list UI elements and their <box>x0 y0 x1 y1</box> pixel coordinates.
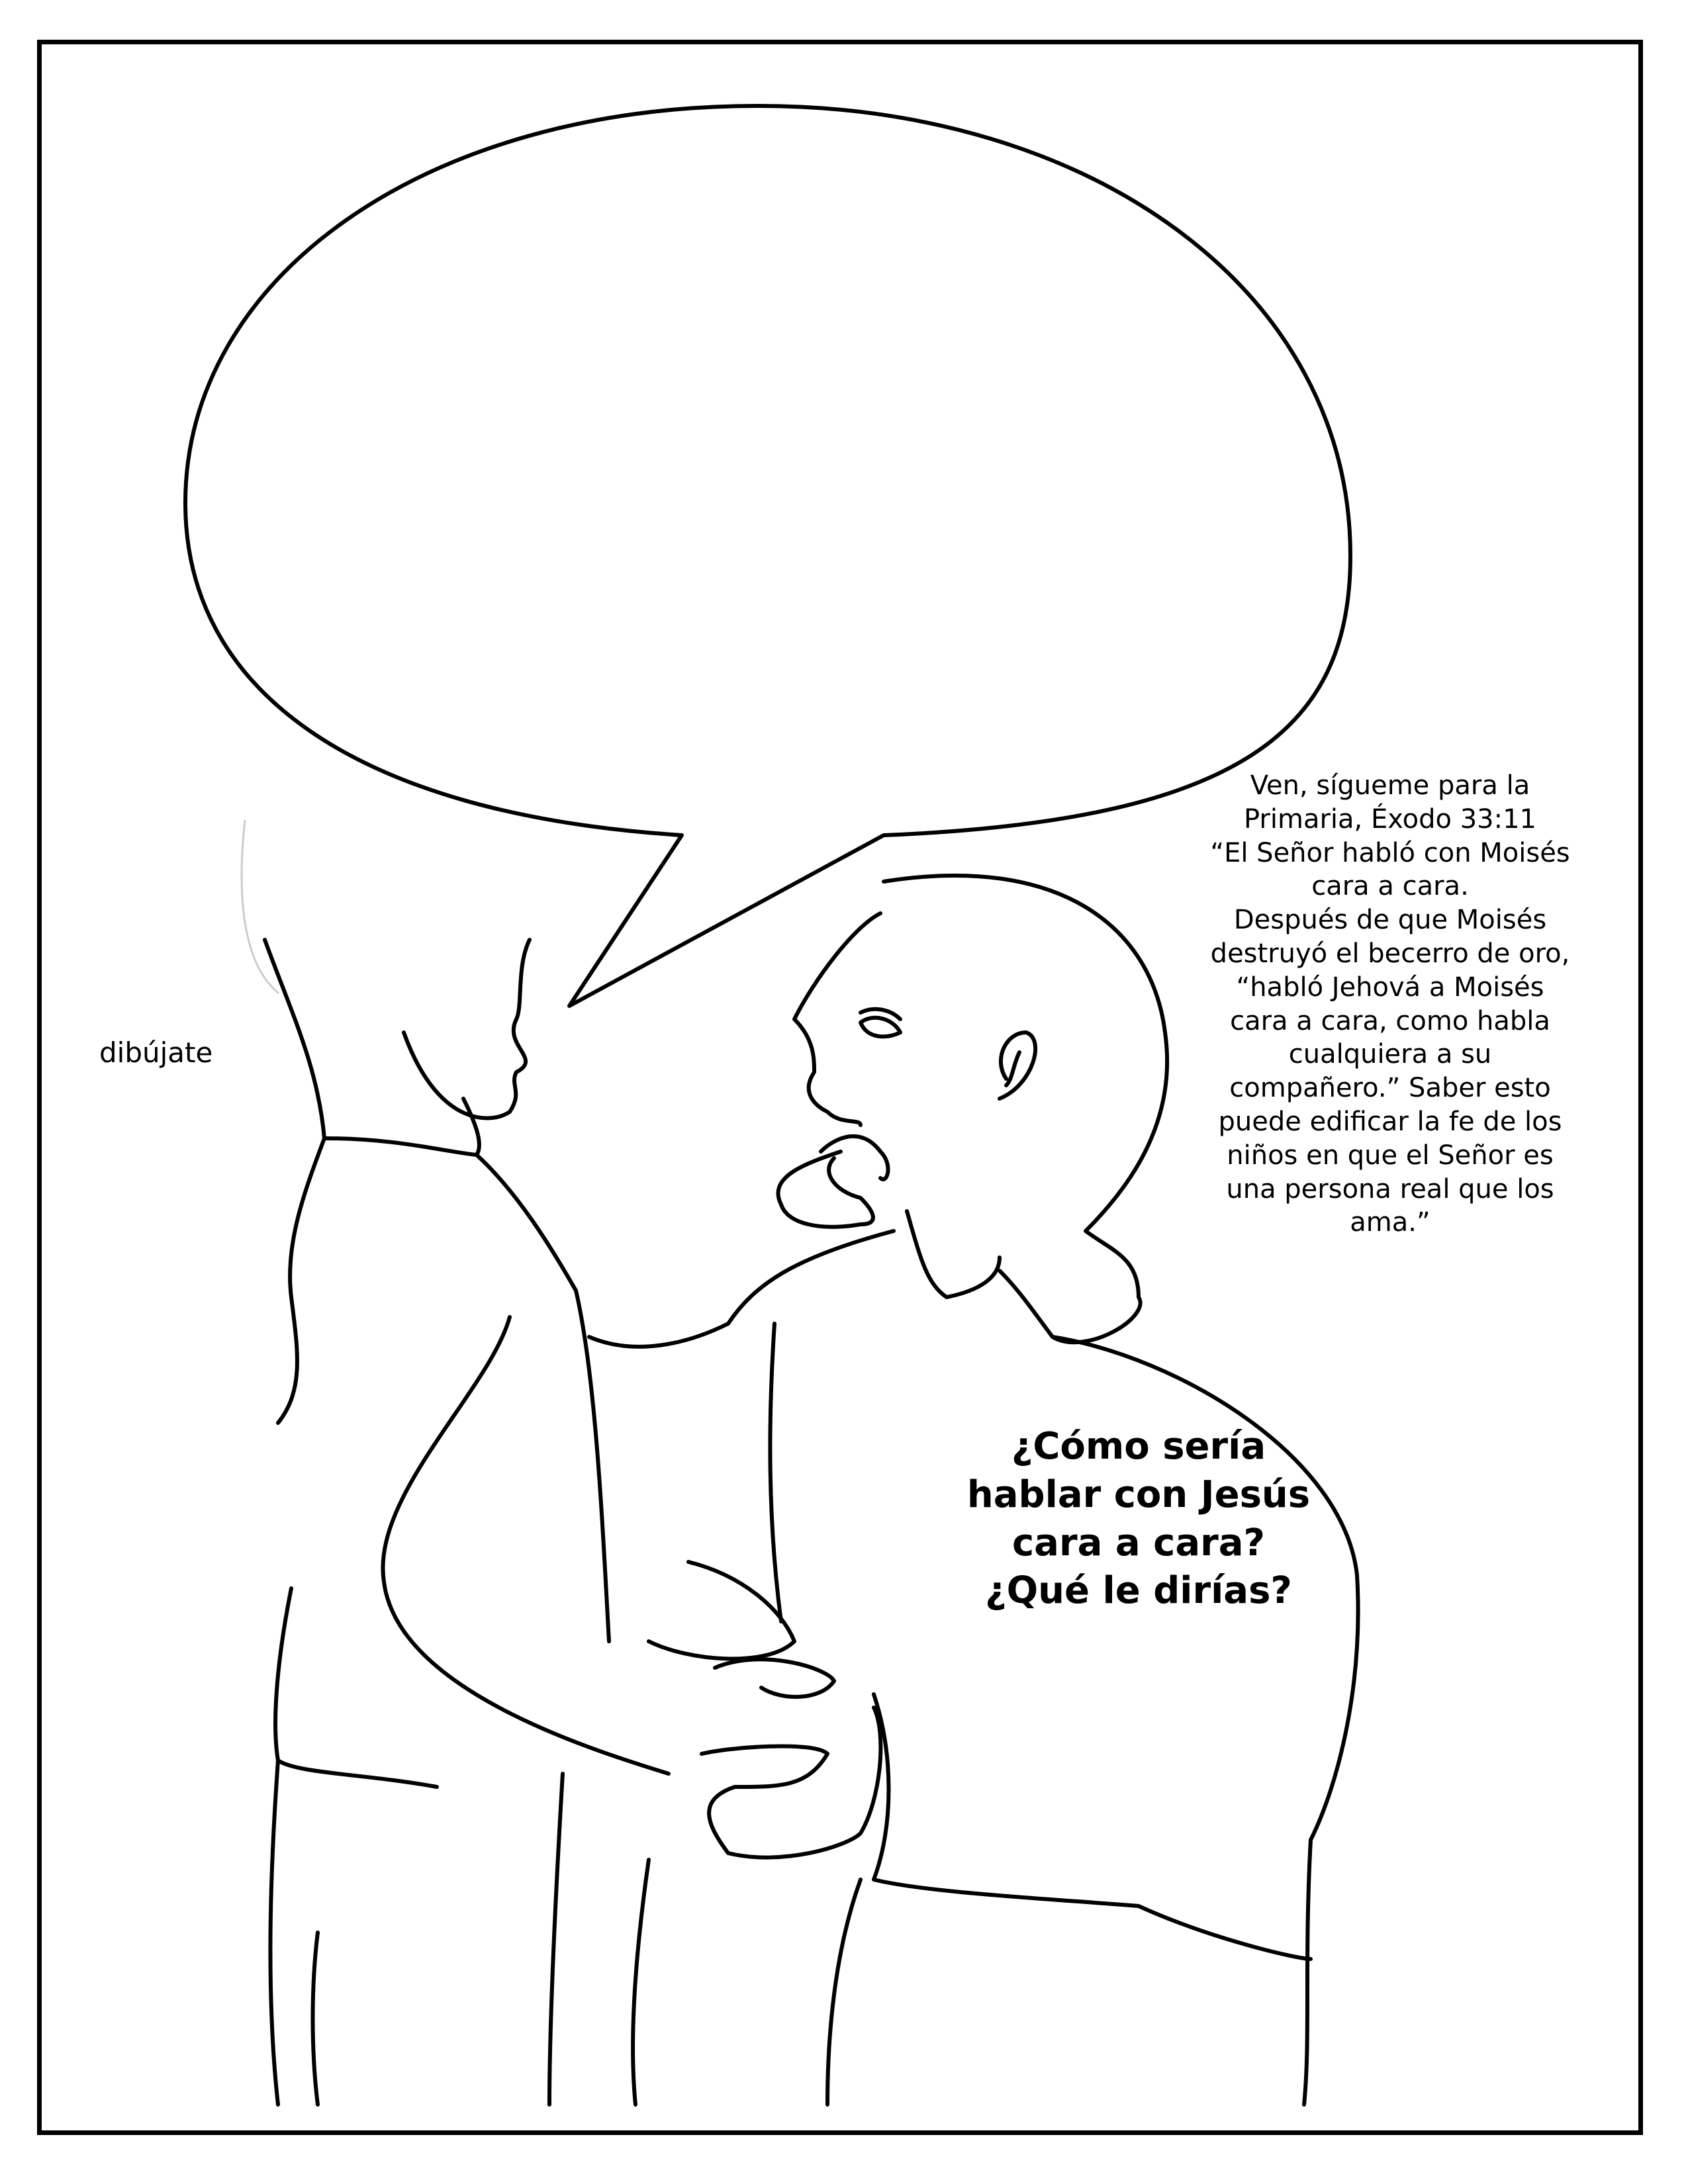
jesus-eye <box>861 1009 900 1036</box>
scripture-line: Después de que Moisés <box>1233 905 1547 936</box>
jesus-hand <box>702 1659 880 1857</box>
scripture-line: destruyó el becerro de oro, <box>1210 938 1570 969</box>
scripture-line: Primaria, Éxodo 33:11 <box>1244 803 1536 835</box>
question-line: ¿Cómo sería <box>1011 1425 1266 1468</box>
jesus-collar <box>907 1211 1000 1297</box>
child-shoulder-left <box>278 1138 324 1423</box>
scripture-line: “habló Jehová a Moisés <box>1236 972 1544 1003</box>
child-face <box>404 940 530 1118</box>
question-line: cara a cara? <box>1011 1521 1266 1565</box>
scripture-line: cualquiera a su <box>1288 1039 1492 1070</box>
child-neck-right <box>463 1099 479 1155</box>
scripture-line: una persona real que los <box>1226 1173 1554 1205</box>
scripture-line: “El Señor habló con Moisés <box>1210 837 1570 868</box>
jesus-knee <box>874 1694 1311 1959</box>
draw-yourself-label: dibújate <box>99 1036 213 1069</box>
scripture-line: compañero.” Saber esto <box>1229 1073 1551 1104</box>
scripture-line: Ven, sígueme para la <box>1250 770 1530 801</box>
child-back <box>275 1588 437 1787</box>
child-head-guide <box>242 821 278 993</box>
jesus-shoulder <box>589 1231 894 1347</box>
scripture-line: puede edificar la fe de los <box>1218 1106 1562 1137</box>
jesus-beard <box>778 1136 888 1227</box>
child-shoulder-right <box>477 1155 609 1641</box>
child-collar <box>324 1138 477 1155</box>
jesus-arm <box>649 1562 794 1659</box>
child-legs <box>270 1760 563 2105</box>
question-line: ¿Qué le dirías? <box>985 1569 1292 1613</box>
discussion-question <box>927 1423 1350 1615</box>
scripture-line: cara a cara, como habla <box>1230 1005 1550 1036</box>
scripture-line: ama.” <box>1350 1207 1430 1238</box>
child-arm <box>383 1317 669 1774</box>
jesus-arm-inner <box>770 1324 781 1621</box>
question-line: hablar con Jesús <box>966 1473 1311 1516</box>
scripture-line: cara a cara. <box>1311 871 1469 902</box>
child-neck-left <box>265 940 324 1138</box>
scripture-passage <box>1178 769 1602 1240</box>
jesus-ear <box>1000 1032 1035 1099</box>
jesus-legs <box>633 1860 861 2105</box>
speech-bubble <box>185 106 1350 1006</box>
scripture-line: niños en que el Señor es <box>1227 1140 1554 1171</box>
